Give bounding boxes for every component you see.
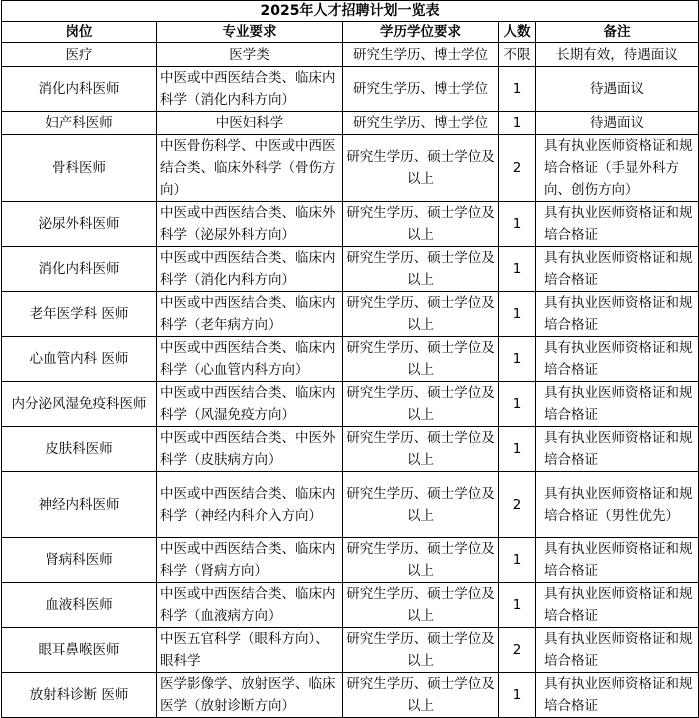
degree-cell: 研究生学历、硕士学位及以上	[343, 247, 499, 292]
note-cell: 具有执业医师资格证和规培合格证	[536, 673, 699, 718]
major-cell: 中医或中西医结合类、临床内科学（老年病方向）	[157, 292, 343, 337]
degree-cell: 研究生学历、博士学位	[343, 67, 499, 112]
position-cell: 消化内科医师	[2, 67, 157, 112]
header-count: 人数	[499, 22, 536, 43]
note-cell: 长期有效，待遇面议	[536, 43, 699, 67]
table-row	[2, 67, 699, 112]
major-cell: 中医或中西医结合类、临床内科学（神经内科介入方向）	[157, 472, 343, 538]
count-cell: 1	[499, 673, 536, 718]
table-row	[2, 292, 699, 337]
degree-cell: 研究生学历、博士学位	[343, 43, 499, 67]
position-cell: 医疗	[2, 43, 157, 67]
table-row	[2, 583, 699, 628]
degree-cell: 研究生学历、硕士学位及以上	[343, 538, 499, 583]
major-cell: 中医或中西医结合类、临床内科学（心血管内科方向）	[157, 337, 343, 382]
table-title: 2025年人才招聘计划一览表	[2, 1, 699, 22]
count-cell: 1	[499, 112, 536, 135]
position-cell: 皮肤科医师	[2, 427, 157, 472]
count-cell: 1	[499, 292, 536, 337]
degree-cell: 研究生学历、硕士学位及以上	[343, 628, 499, 673]
table-row	[2, 628, 699, 673]
table-row	[2, 43, 699, 67]
note-cell: 具有执业医师资格证和规培合格证	[536, 292, 699, 337]
note-cell: 具有执业医师资格证和规培合格证	[536, 247, 699, 292]
header-major: 专业要求	[157, 22, 343, 43]
count-cell: 1	[499, 247, 536, 292]
note-cell: 待遇面议	[536, 67, 699, 112]
degree-cell: 研究生学历、硕士学位及以上	[343, 135, 499, 202]
count-cell: 1	[499, 427, 536, 472]
count-cell: 1	[499, 202, 536, 247]
degree-cell: 研究生学历、硕士学位及以上	[343, 337, 499, 382]
count-cell: 1	[499, 382, 536, 427]
table-row	[2, 135, 699, 202]
note-cell: 具有执业医师资格证和规培合格证	[536, 583, 699, 628]
position-cell: 骨科医师	[2, 135, 157, 202]
count-cell: 1	[499, 583, 536, 628]
table-row	[2, 382, 699, 427]
table-row	[2, 472, 699, 538]
header-note: 备注	[536, 22, 699, 43]
note-cell: 具有执业医师资格证和规培合格证	[536, 337, 699, 382]
count-cell: 1	[499, 67, 536, 112]
header-row	[2, 22, 699, 43]
table-row	[2, 202, 699, 247]
major-cell: 中医骨伤科学、中医或中西医结合类、临床外科学（骨伤方向）	[157, 135, 343, 202]
degree-cell: 研究生学历、硕士学位及以上	[343, 673, 499, 718]
header-degree: 学历学位要求	[343, 22, 499, 43]
major-cell: 医学类	[157, 43, 343, 67]
table-row	[2, 427, 699, 472]
recruitment-table	[1, 0, 699, 718]
degree-cell: 研究生学历、硕士学位及以上	[343, 202, 499, 247]
note-cell: 具有执业医师资格证和规培合格证（手显外科方向、创伤方向）	[536, 135, 699, 202]
position-cell: 消化内科医师	[2, 247, 157, 292]
major-cell: 中医五官科学（眼科方向）、眼科学	[157, 628, 343, 673]
count-cell: 2	[499, 135, 536, 202]
degree-cell: 研究生学历、硕士学位及以上	[343, 292, 499, 337]
major-cell: 医学影像学、放射医学、临床医学（放射诊断方向）	[157, 673, 343, 718]
note-cell: 具有执业医师资格证和规培合格证	[536, 382, 699, 427]
note-cell: 具有执业医师资格证和规培合格证（男性优先）	[536, 472, 699, 538]
major-cell: 中医或中西医结合类、临床内科学（血液病方向）	[157, 583, 343, 628]
major-cell: 中医或中西医结合类、临床内科学（肾病方向）	[157, 538, 343, 583]
count-cell: 不限	[499, 43, 536, 67]
title-row	[2, 1, 699, 22]
major-cell: 中医或中西医结合类、中医外科学（皮肤病方向）	[157, 427, 343, 472]
position-cell: 内分泌风湿免疫科医师	[2, 382, 157, 427]
note-cell: 具有执业医师资格证和规培合格证	[536, 538, 699, 583]
major-cell: 中医妇科学	[157, 112, 343, 135]
degree-cell: 研究生学历、博士学位	[343, 112, 499, 135]
position-cell: 妇产科医师	[2, 112, 157, 135]
table-row	[2, 247, 699, 292]
note-cell: 具有执业医师资格证和规培合格证	[536, 628, 699, 673]
note-cell: 具有执业医师资格证和规培合格证	[536, 202, 699, 247]
degree-cell: 研究生学历、硕士学位及以上	[343, 472, 499, 538]
position-cell: 放射科诊断 医师	[2, 673, 157, 718]
position-cell: 肾病科医师	[2, 538, 157, 583]
degree-cell: 研究生学历、硕士学位及以上	[343, 427, 499, 472]
major-cell: 中医或中西医结合类、临床外科学（泌尿外科方向）	[157, 202, 343, 247]
note-cell: 具有执业医师资格证和规培合格证	[536, 427, 699, 472]
position-cell: 神经内科医师	[2, 472, 157, 538]
position-cell: 老年医学科 医师	[2, 292, 157, 337]
table-row	[2, 337, 699, 382]
position-cell: 眼耳鼻喉医师	[2, 628, 157, 673]
count-cell: 1	[499, 538, 536, 583]
degree-cell: 研究生学历、硕士学位及以上	[343, 382, 499, 427]
header-position: 岗位	[2, 22, 157, 43]
note-cell: 待遇面议	[536, 112, 699, 135]
count-cell: 2	[499, 472, 536, 538]
table-row	[2, 673, 699, 718]
count-cell: 1	[499, 337, 536, 382]
degree-cell: 研究生学历、硕士学位及以上	[343, 583, 499, 628]
table-row	[2, 112, 699, 135]
major-cell: 中医或中西医结合类、临床内科学（风湿免疫方向）	[157, 382, 343, 427]
position-cell: 心血管内科 医师	[2, 337, 157, 382]
position-cell: 血液科医师	[2, 583, 157, 628]
major-cell: 中医或中西医结合类、临床内科学（消化内科方向）	[157, 247, 343, 292]
major-cell: 中医或中西医结合类、临床内科学（消化内科方向）	[157, 67, 343, 112]
count-cell: 2	[499, 628, 536, 673]
position-cell: 泌尿外科医师	[2, 202, 157, 247]
table-row	[2, 538, 699, 583]
